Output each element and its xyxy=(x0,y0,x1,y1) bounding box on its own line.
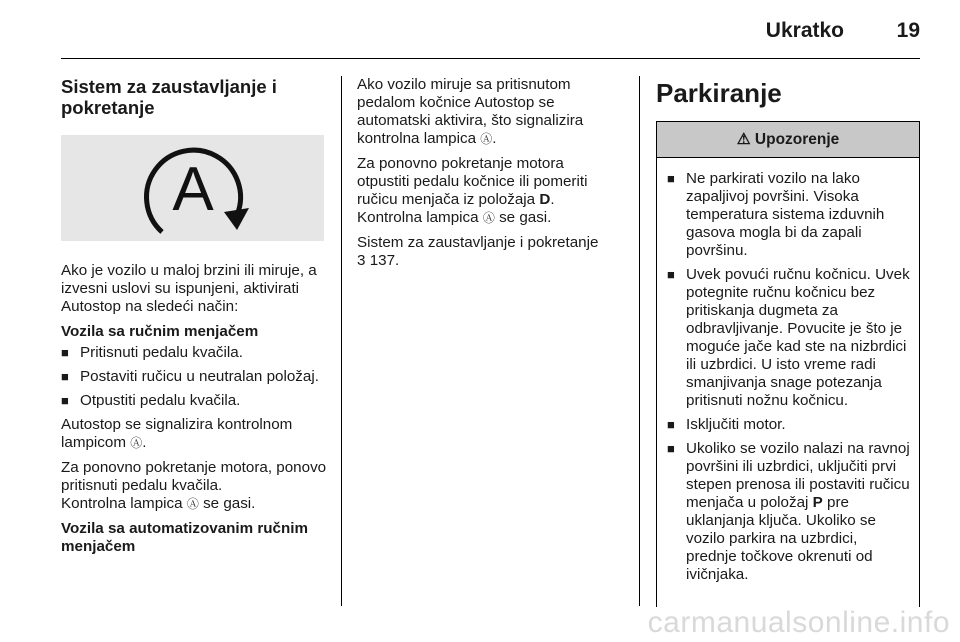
warning-body xyxy=(657,158,919,584)
page-number: 19 xyxy=(896,19,920,42)
warning-list xyxy=(667,170,912,584)
list-item: ■ Ukoliko se vozilo nalazi na ravnoj površini ili uzbrdici, uključiti prvi stepen prenosa ili postaviti ručicu menjača u položaj P pre uklanjanja ključa. Ukoliko se vozilo parkira na uzbrdici, prednje točkove okrenuti od ivičnjaka. xyxy=(667,440,912,584)
page-header xyxy=(0,0,960,60)
column-divider xyxy=(639,76,640,606)
list-item: ■ Ne parkirati vozilo na lako zapaljivoj površini. Visoka temperatura sistema izduvnih gasova mogla bi da zapali površinu. xyxy=(667,170,912,260)
reference-arrow-icon: 3 xyxy=(357,252,366,269)
reference-page-link[interactable]: 137. xyxy=(369,252,400,269)
restart-paragraph: Za ponovno pokretanje motora, ponovo pritisnuti pedalu kvačila. Kontrolna lampica Ⓐ se gasi. xyxy=(61,459,327,512)
list-item: ■ Postaviti ručicu u neutralan položaj. xyxy=(61,368,327,386)
manual-gearbox-heading: Vozila sa ručnim menjačem xyxy=(61,323,259,340)
signal-paragraph: Autostop se signalizira kontrolnom lampicom Ⓐ. xyxy=(61,416,293,451)
autostop-a-icon: Ⓐ xyxy=(482,211,495,225)
list-item: ■ Otpustiti pedalu kvačila. xyxy=(61,392,327,410)
section-title: Sistem za zaustavljanje i pokretanje xyxy=(61,76,277,118)
parking-title: Parkiranje xyxy=(656,78,782,108)
list-item: ■ Isključiti motor. xyxy=(667,416,912,434)
chapter-title: Ukratko xyxy=(765,19,844,42)
brake-paragraph: Ako vozilo miruje sa pritisnutom pedalom kočnice Autostop se automatski aktivira, što signalizira kontrolna lampica Ⓐ. xyxy=(357,76,584,147)
intro-paragraph: Ako je vozilo u maloj brzini ili miruje, a izvesni uslovi su ispunjeni, aktivirati Autostop na sledeći način: xyxy=(61,262,317,315)
column-3 xyxy=(656,76,920,607)
warning-box xyxy=(656,121,920,607)
gear-d: D xyxy=(539,191,551,208)
autostop-a-icon: Ⓐ xyxy=(186,497,199,511)
manual-steps-list xyxy=(61,344,327,410)
list-item: ■ Uvek povući ručnu kočnicu. Uvek potegnite ručnu kočnicu bez pritiskanja dugmeta za odbravljivanje. Povucite je što je moguće jače kad ste na nizbrdici ili uzbrdici. U isto vreme radi smanjivanja snage potezanja pritisnuti nožnu kočnicu. xyxy=(667,266,912,410)
gear-p: P xyxy=(812,494,823,511)
warning-triangle-icon: ⚠ xyxy=(736,131,751,148)
automated-gearbox-heading: Vozila sa automatizovanim ručnim menjačem xyxy=(61,520,308,555)
list-item: ■ Pritisnuti pedalu kvačila. xyxy=(61,344,327,362)
autostop-a-icon: Ⓐ xyxy=(480,132,493,146)
column-divider xyxy=(341,76,342,606)
warning-header: ⚠ Upozorenje xyxy=(657,122,919,158)
figure-letter: A xyxy=(172,155,214,224)
column-1 xyxy=(61,76,327,559)
header-rule xyxy=(61,58,920,59)
watermark: carmanualsonline.info xyxy=(647,606,950,639)
reference-paragraph: Sistem za zaustavljanje i pokretanje 3 137. xyxy=(357,234,599,269)
restart-paragraph: Za ponovno pokretanje motora otpustiti pedalu kočnice ili pomeriti ručicu menjača iz položaja D. Kontrolna lampica Ⓐ se gasi. xyxy=(357,155,588,226)
autostop-figure xyxy=(61,135,324,241)
column-2 xyxy=(357,76,615,277)
autostop-a-icon: Ⓐ xyxy=(130,436,143,450)
autostop-a-icon xyxy=(61,135,324,241)
